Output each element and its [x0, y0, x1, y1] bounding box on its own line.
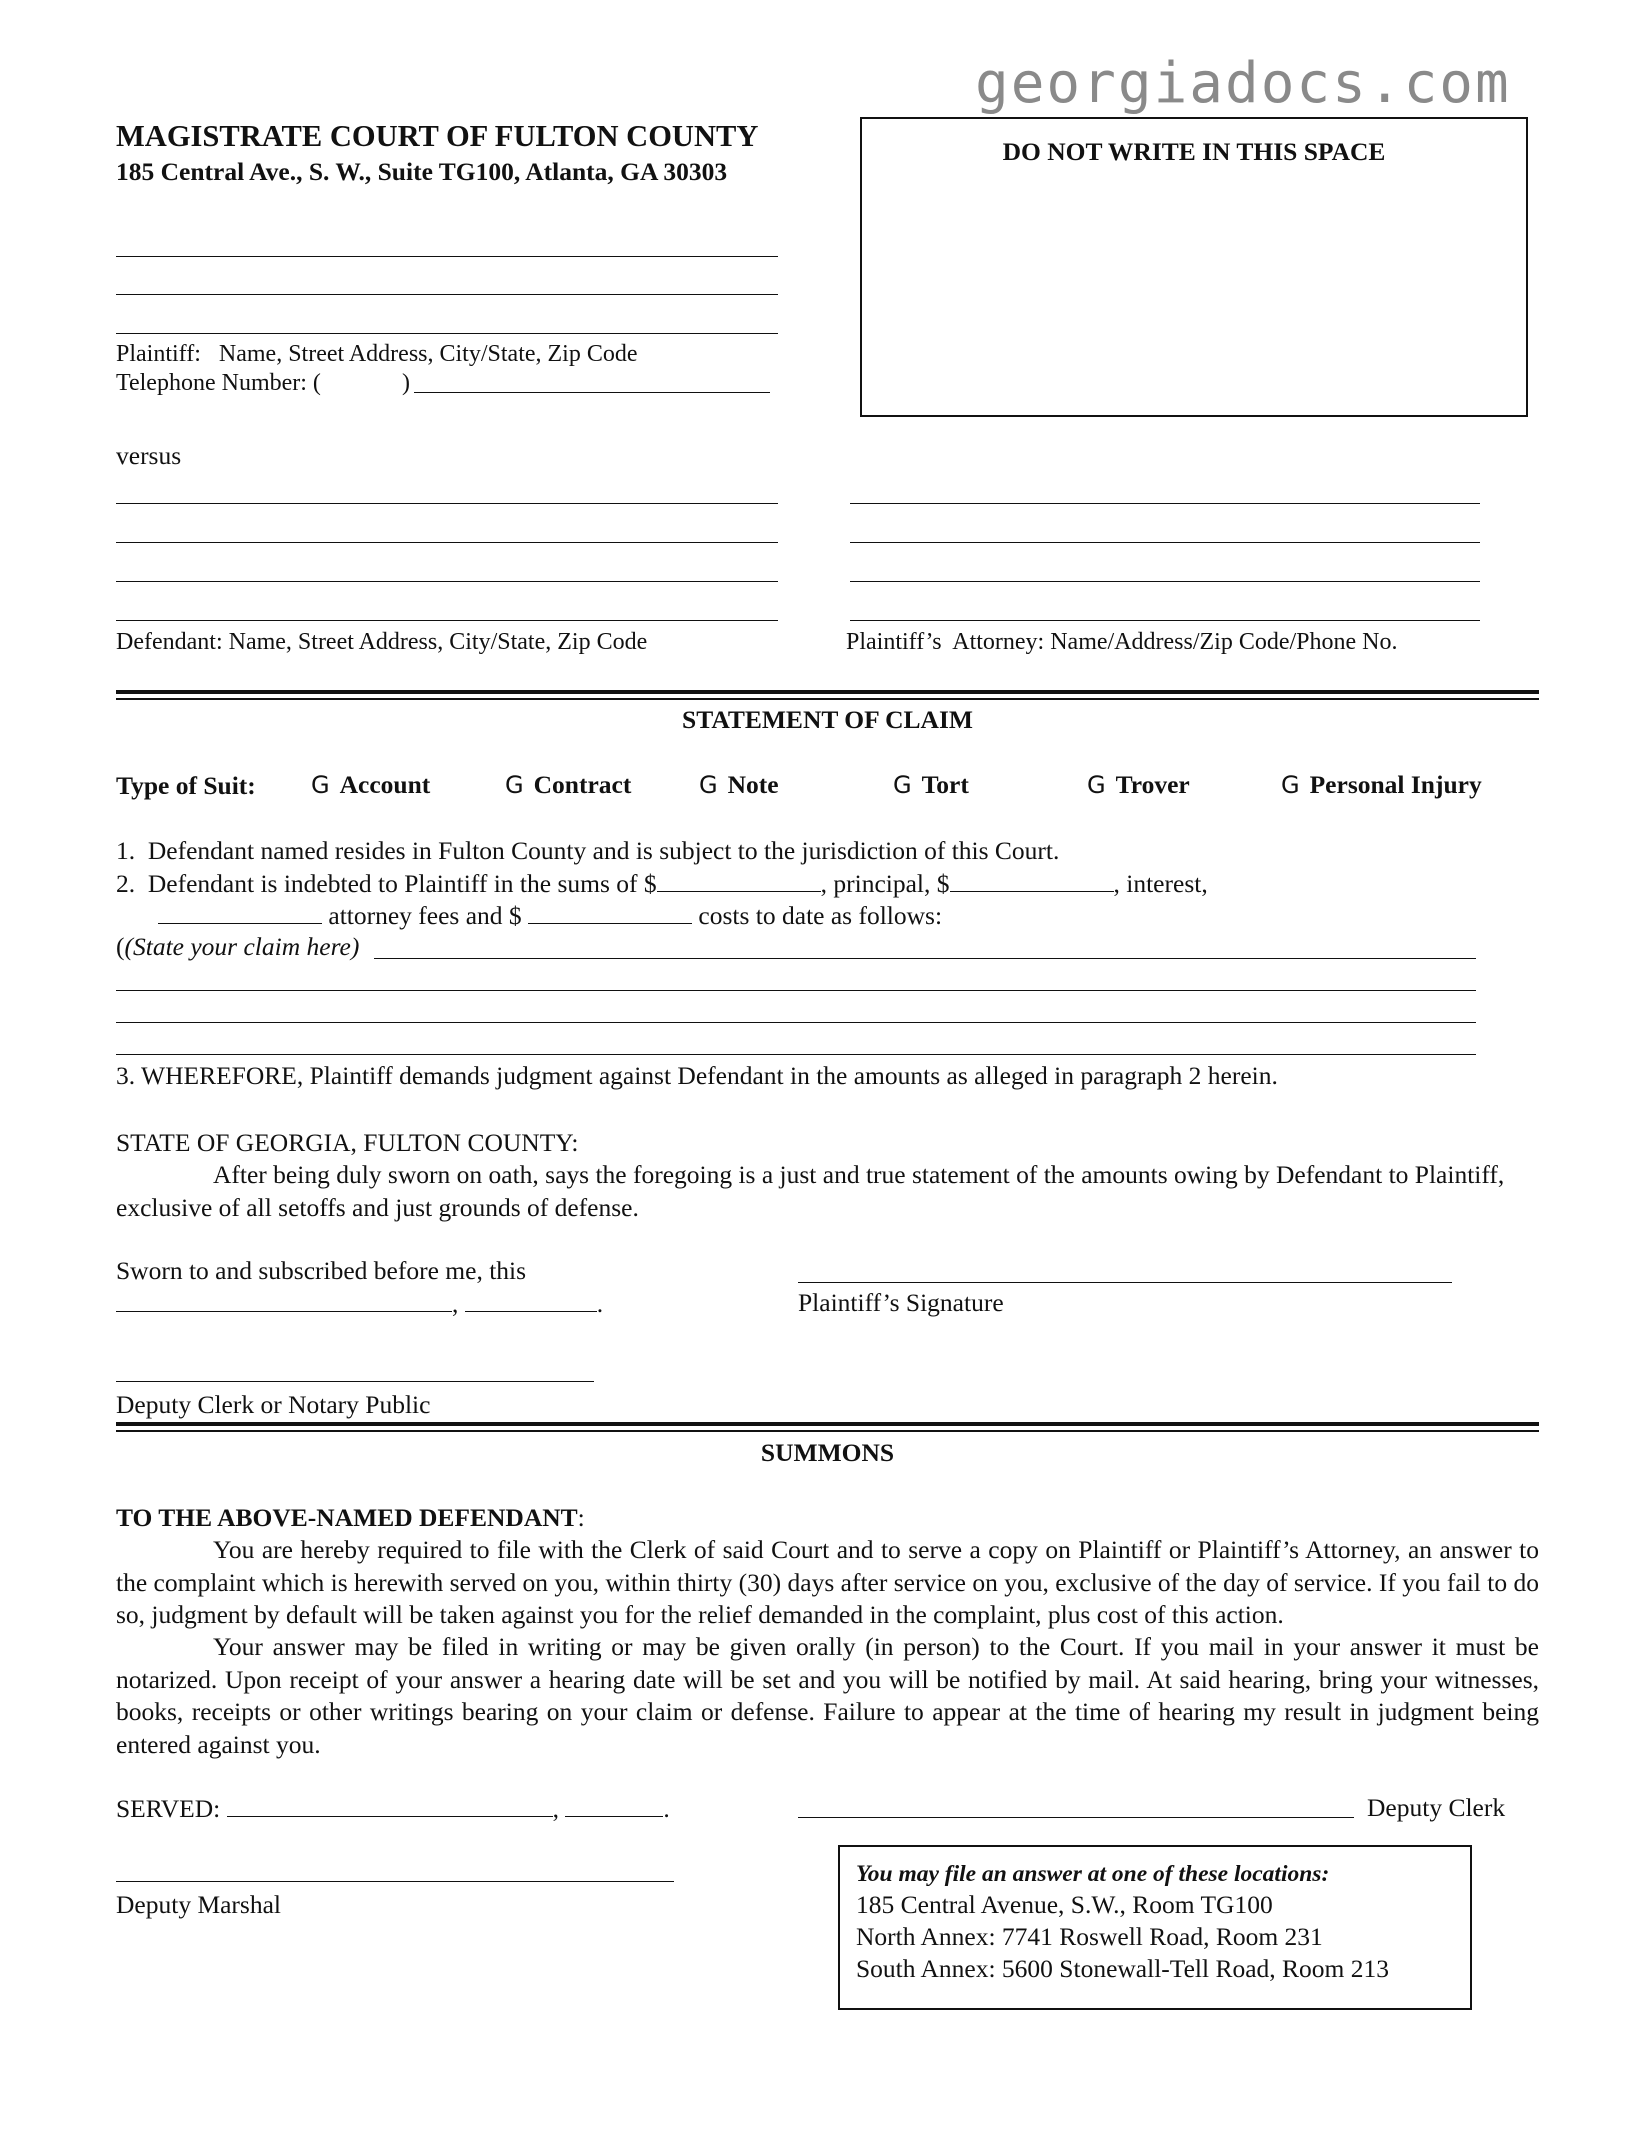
sworn-day-field[interactable] [116, 1287, 452, 1312]
filing-locations-title: You may file an answer at one of these locations: [856, 1861, 1330, 1887]
deputy-clerk-label: Deputy Clerk [1367, 1793, 1506, 1822]
deputy-marshal-label: Deputy Marshal [116, 1890, 282, 1919]
checkbox-icon[interactable]: G [311, 771, 330, 799]
claim-label-text: (State your claim here) [124, 932, 360, 961]
suit-option-label: Trover [1115, 770, 1190, 799]
served-comma: , [552, 1794, 559, 1823]
section-divider-top [116, 690, 1539, 694]
claim-item-2-prefix: 2. Defendant is indebted to Plaintiff in the sums of $ [116, 869, 657, 898]
plaintiff-signature-line[interactable] [798, 1282, 1452, 1283]
claim-item-3: 3. WHEREFORE, Plaintiff demands judgment against Defendant in the amounts as alleged in paragraph 2 herein. [116, 1061, 1278, 1090]
suit-option-tort[interactable] [893, 770, 969, 800]
deputy-clerk-signature-line[interactable] [798, 1817, 1354, 1818]
principal-amount-field[interactable] [657, 867, 821, 892]
plaintiff-line-1[interactable] [116, 256, 778, 257]
defendant-caption: Defendant: Name, Street Address, City/State, Zip Code [116, 629, 648, 655]
plaintiff-caption: Plaintiff: Name, Street Address, City/State, Zip Code [116, 341, 638, 367]
plaintiff-line-3[interactable] [116, 333, 778, 334]
costs-label: costs to date as follows: [692, 901, 943, 930]
suit-option-label: Personal Injury [1309, 770, 1482, 799]
defendant-line-4[interactable] [116, 620, 778, 621]
summons-paragraph-2: Your answer may be filed in writing or may be given orally (in person) to the Court. If you mail in your answer it must be notarized. Upon receipt of your answer a hearing date will be set and you will be notified by mail. At said hearing, bring your witnesses, books, receipts or other writings bearing on your claim or defense. Failure to appear at the time of hearing my result in judgment being entered against you. [116, 1632, 1539, 1759]
addressee-colon: : [577, 1503, 585, 1532]
office-use-label: DO NOT WRITE IN THIS SPACE [1002, 137, 1386, 166]
telephone-label: Telephone Number: ( [116, 370, 321, 396]
section-divider-top-thin [116, 698, 1539, 700]
oath-text: After being duly sworn on oath, says the foregoing is a just and true statement of the amounts owing by Defendant to Plaintiff, exclusive of all setoffs and just grounds of defense. [116, 1160, 1505, 1222]
sworn-label: Sworn to and subscribed before me, this [116, 1256, 527, 1285]
checkbox-icon[interactable]: G [505, 771, 524, 799]
filing-locations-box [838, 1845, 1472, 2010]
interest-label: , interest, [1113, 869, 1208, 898]
claim-item-1: 1. Defendant named resides in Fulton County and is subject to the jurisdiction of this Court. [116, 836, 1060, 865]
claim-line-4[interactable] [116, 1054, 1476, 1055]
clerk-notary-signature-line[interactable] [116, 1381, 594, 1382]
attorney-fees-field[interactable] [158, 899, 322, 924]
claim-line-2[interactable] [116, 990, 1476, 991]
interest-amount-field[interactable] [950, 867, 1114, 892]
attorney-line-1[interactable] [850, 503, 1480, 504]
telephone-number-line[interactable] [414, 392, 770, 393]
deputy-marshal-signature-line[interactable] [116, 1881, 674, 1882]
costs-field[interactable] [528, 899, 692, 924]
plaintiff-line-2[interactable] [116, 294, 778, 295]
oath-state-line: STATE OF GEORGIA, FULTON COUNTY: [116, 1128, 579, 1157]
filing-location-2: North Annex: 7741 Roswell Road, Room 231 [856, 1922, 1323, 1951]
clerk-notary-label: Deputy Clerk or Notary Public [116, 1390, 431, 1419]
claim-description-label: ((State your claim here) [116, 932, 360, 961]
attorney-line-2[interactable] [850, 542, 1480, 543]
telephone-paren-close: ) [402, 370, 410, 396]
served-year-field[interactable] [565, 1792, 663, 1817]
suit-option-trover[interactable] [1087, 770, 1190, 800]
office-use-box [860, 117, 1528, 417]
served-date-field[interactable] [227, 1792, 553, 1817]
checkbox-icon[interactable]: G [893, 771, 912, 799]
suit-option-contract[interactable] [505, 770, 631, 800]
attorney-line-4[interactable] [850, 620, 1480, 621]
principal-label: , principal, $ [820, 869, 950, 898]
summons-paragraph-1: You are hereby required to file with the Clerk of said Court and to serve a copy on Plaintiff or Plaintiff’s Attorney, an answer to the complaint which is herewith served on you, within thirty (30) days after service on you, exclusive of the day of service. If you fail to do so, judgment by default will be taken against you for the relief demanded in the complaint, plus cost of this action. [116, 1535, 1539, 1629]
filing-location-3: South Annex: 5600 Stonewall-Tell Road, Room 213 [856, 1954, 1389, 1983]
addressee-text: TO THE ABOVE-NAMED DEFENDANT [116, 1503, 578, 1532]
attorney-fees-label: attorney fees and $ [322, 901, 522, 930]
suit-option-label: Account [339, 770, 431, 799]
defendant-line-1[interactable] [116, 503, 778, 504]
watermark: georgiadocs.com [975, 51, 1511, 116]
defendant-line-2[interactable] [116, 542, 778, 543]
suit-option-label: Note [727, 770, 779, 799]
court-name: MAGISTRATE COURT OF FULTON COUNTY [116, 119, 759, 153]
court-address: 185 Central Ave., S. W., Suite TG100, Atlanta, GA 30303 [116, 157, 728, 186]
plaintiff-signature-label: Plaintiff’s Signature [798, 1288, 1004, 1317]
checkbox-icon[interactable]: G [1281, 771, 1300, 799]
sworn-year-field[interactable] [465, 1287, 597, 1312]
sworn-date-period: . [596, 1289, 604, 1318]
served-period: . [663, 1794, 670, 1823]
suit-option-personal-injury[interactable] [1281, 770, 1482, 800]
checkbox-icon[interactable]: G [699, 771, 718, 799]
sworn-date-comma: , [452, 1289, 459, 1318]
section-divider-summons [116, 1422, 1539, 1426]
served-row [116, 1792, 670, 1825]
defendant-line-3[interactable] [116, 581, 778, 582]
suit-option-label: Tort [921, 770, 969, 799]
suit-option-note[interactable] [699, 770, 779, 800]
suit-option-account[interactable] [311, 770, 430, 800]
claim-line-1[interactable] [374, 958, 1476, 959]
claim-item-2 [116, 867, 1208, 900]
type-of-suit-label: Type of Suit: [116, 771, 256, 800]
statement-heading: STATEMENT OF CLAIM [682, 705, 973, 734]
attorney-caption: Plaintiff’s Attorney: Name/Address/Zip Code/Phone No. [846, 629, 1398, 655]
claim-item-2-continued [158, 899, 942, 932]
summons-heading: SUMMONS [760, 1438, 895, 1467]
checkbox-icon[interactable]: G [1087, 771, 1106, 799]
section-divider-summons-thin [116, 1430, 1539, 1432]
attorney-line-3[interactable] [850, 581, 1480, 582]
claim-line-3[interactable] [116, 1022, 1476, 1023]
versus-label: versus [116, 441, 182, 470]
summons-addressee [116, 1502, 585, 1534]
suit-option-label: Contract [533, 770, 632, 799]
sworn-date-row [116, 1287, 603, 1320]
filing-location-1: 185 Central Avenue, S.W., Room TG100 [856, 1890, 1273, 1919]
served-label: SERVED: [116, 1794, 221, 1823]
